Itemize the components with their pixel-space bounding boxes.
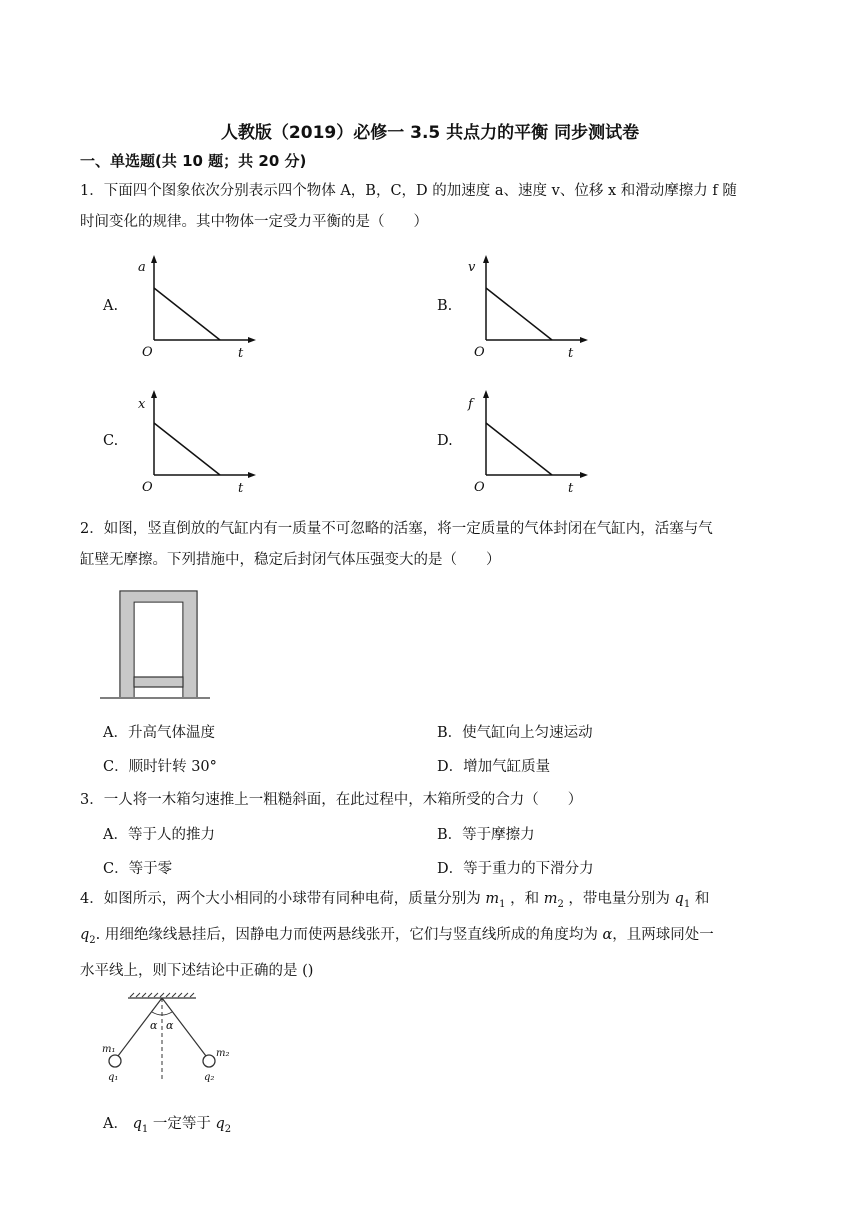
left-mass-label: m₁ [102, 1044, 116, 1055]
option-c-label: C. [103, 433, 119, 449]
origin-label: O [474, 480, 485, 495]
y-axis-label: v [468, 260, 476, 275]
origin-label: O [142, 345, 153, 360]
option-a-label: A. [103, 298, 119, 314]
left-charge-label: q₁ [108, 1072, 119, 1083]
question-4-line-2: $q_2$. 用细绝缘线悬挂后，因静电力而使两悬线张开，它们与竖直线所成的角度均为 α，且两球同处一 [80, 926, 714, 946]
page-title: 人教版（2019）必修一 3.5 共点力的平衡 同步测试卷 [220, 123, 640, 143]
question-3 [80, 785, 780, 816]
question-1-line-2: 时间变化的规律。其中物体一定受力平衡的是（ ） [80, 214, 428, 230]
question-2-line-1: 2．如图，竖直倒放的气缸内有一质量不可忽略的活塞，将一定质量的气体封闭在气缸内，活塞与气 [80, 521, 713, 537]
y-axis-label: a [138, 260, 146, 275]
right-ball [203, 1055, 215, 1067]
option-d-graph [462, 390, 592, 495]
right-angle-label: α [166, 1019, 174, 1032]
option-c-graph [130, 390, 260, 495]
q4-option-a: A． $q_1$ 一定等于 $q_2$ [103, 1116, 232, 1135]
cylinder-figure [100, 588, 210, 700]
x-axis-label: t [238, 346, 244, 361]
right-charge-label: q₂ [204, 1072, 215, 1083]
y-axis-label: f [468, 397, 473, 412]
q3-option-d: D．等于重力的下滑分力 [437, 861, 594, 877]
question-4 [80, 884, 790, 987]
x-axis-label: t [568, 481, 574, 496]
y-axis-label: x [138, 397, 146, 412]
question-1 [80, 176, 780, 238]
origin-label: O [474, 345, 485, 360]
option-d-label: D. [437, 433, 453, 449]
x-axis-label: t [568, 346, 574, 361]
q2-option-c: C．顺时针转 30° [103, 759, 217, 775]
question-4-line-1: 4．如图所示，两个大小相同的小球带有同种电荷，质量分别为 $m_1$ ，和 $m_2$ ，带电量分别为 $q_1$ 和 [80, 891, 710, 910]
pendulum-figure [100, 992, 250, 1092]
q2-option-b: B．使气缸向上匀速运动 [437, 725, 593, 741]
q2-option-d: D．增加气缸质量 [437, 759, 551, 775]
option-b-graph [462, 255, 592, 360]
q3-option-b: B．等于摩擦力 [437, 827, 535, 843]
left-angle-label: α [150, 1019, 158, 1032]
section-heading: 一、单选题(共 10 题；共 20 分) [80, 152, 307, 170]
question-4-line-3: 水平线上，则下述结论中正确的是 () [80, 962, 314, 979]
question-1-line-1: 1．下面四个图象依次分别表示四个物体 A，B，C，D 的加速度 a、速度 v、位移 x 和滑动摩擦力 f 随 [80, 183, 737, 199]
question-2 [80, 514, 780, 576]
left-ball [109, 1055, 121, 1067]
question-2-line-2: 缸壁无摩擦。下列措施中，稳定后封闭气体压强变大的是（ ） [80, 552, 501, 568]
origin-label: O [142, 480, 153, 495]
question-3-line-1: 3．一人将一木箱匀速推上一粗糙斜面，在此过程中，木箱所受的合力（ ） [80, 792, 583, 808]
x-axis-label: t [238, 481, 244, 496]
q3-option-a: A．等于人的推力 [103, 827, 215, 843]
q3-option-c: C．等于零 [103, 861, 173, 877]
option-a-graph [130, 255, 260, 360]
right-mass-label: m₂ [216, 1048, 230, 1059]
option-b-label: B. [437, 298, 453, 314]
q2-option-a: A．升高气体温度 [103, 725, 215, 741]
